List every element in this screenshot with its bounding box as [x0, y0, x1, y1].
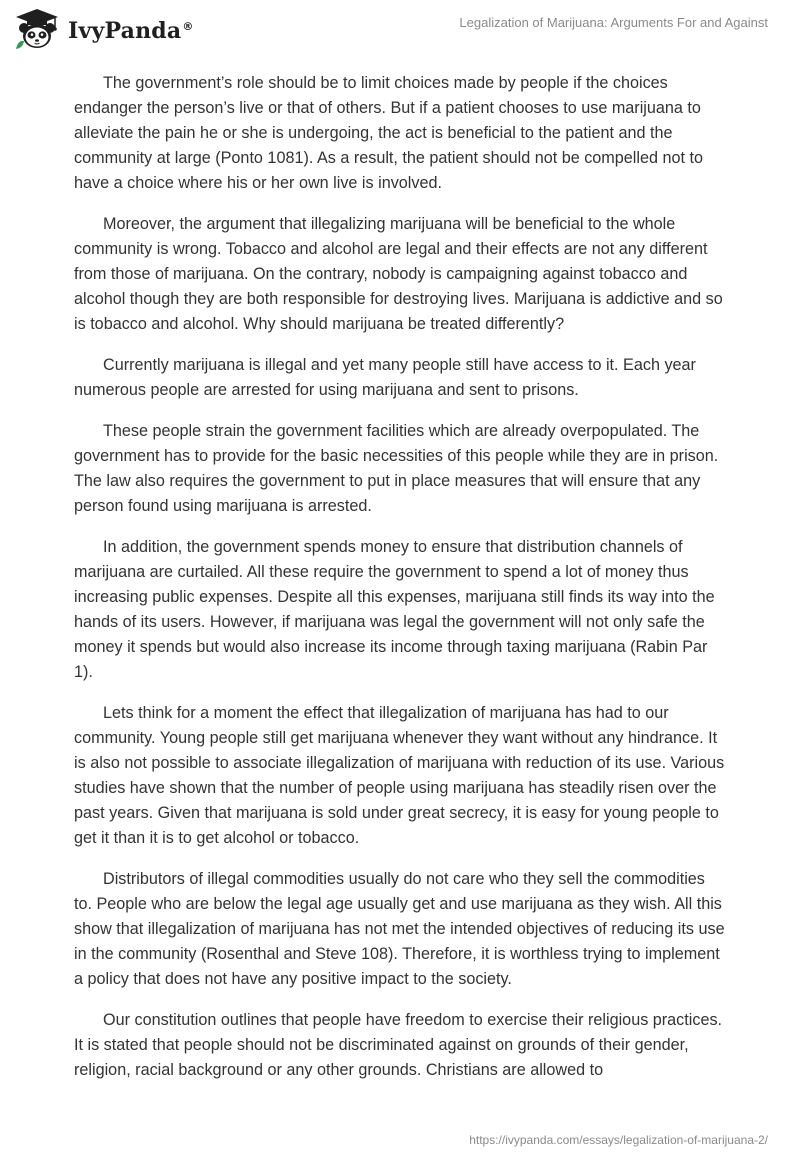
paragraph: Our constitution outlines that people have freedom to exercise their religious practices. It is stated that people should not be discriminated against on grounds of their gender, religion, racial background or any other grounds. Christians are allowed to: [74, 1011, 723, 1079]
source-url-link[interactable]: https://ivypanda.com/essays/legalization-of-marijuana-2/: [469, 1133, 768, 1147]
paragraph: These people strain the government facilities which are already overpopulated. The government has to provide for the basic necessities of this people while they are in prison. The law also requires the government to put in place measures that will ensure that any person found using marijuana is arrested.: [74, 422, 719, 515]
panda-graduate-icon: [12, 8, 62, 52]
paragraph: Currently marijuana is illegal and yet many people still have access to it. Each year numerous people are arrested for using marijuana and sent to prisons.: [74, 356, 696, 399]
paragraph: Moreover, the argument that illegalizing marijuana will be beneficial to the whole community is wrong. Tobacco and alcohol are legal and their effects are not any different from those of marijuana. On the contrary, nobody is campaigning against tobacco and alcohol though they are both responsible for destroying lives. Marijuana is addictive and so is tobacco and alcohol. Why should marijuana be treated differently?: [74, 215, 723, 333]
paragraph: Lets think for a moment the effect that illegalization of marijuana has had to our community. Young people still get marijuana whenever they want without any hindrance. It is also not possible to associate illegalization of marijuana with reduction of its use. Various studies have shown that the number of people using marijuana has steadily risen over the past years. Given that marijuana is sold under great secrecy, it is easy for young people to get it than it is to get alcohol or tobacco.: [74, 704, 725, 847]
paragraph: Distributors of illegal commodities usually do not care who they sell the commodities to. People who are below the legal age usually get and use marijuana as they wish. All this show that illegalization of marijuana has not met the intended objectives of reducing its use in the community (Rosenthal and Steve 108). Therefore, it is worthless trying to implement a policy that does not have any positive impact to the society.: [74, 870, 725, 988]
brand-name: IvyPanda®: [68, 18, 194, 44]
paragraph: The government’s role should be to limit choices made by people if the choices endanger the person’s live or that of others. But if a patient chooses to use marijuana to alleviate the pain he or she is undergoing, the act is beneficial to the patient and the community at large (Ponto 1081). As a result, the patient should not be compelled not to have a choice where his or her own live is involved.: [74, 74, 703, 192]
paragraph: In addition, the government spends money to ensure that distribution channels of marijuana are curtailed. All these require the government to spend a lot of money thus increasing public expenses. Despite all this expenses, marijuana still finds its way into the hands of its users. However, if marijuana was legal the government will not only safe the money it spends but would also increase its income through taxing marijuana (Rabin Par 1).: [74, 538, 715, 681]
registered-mark: ®: [182, 19, 194, 33]
document-title: Legalization of Marijuana: Arguments For and Against: [459, 15, 768, 30]
essay-body: [74, 71, 726, 1099]
page-header: [0, 0, 800, 60]
brand-logo[interactable]: [12, 8, 194, 52]
